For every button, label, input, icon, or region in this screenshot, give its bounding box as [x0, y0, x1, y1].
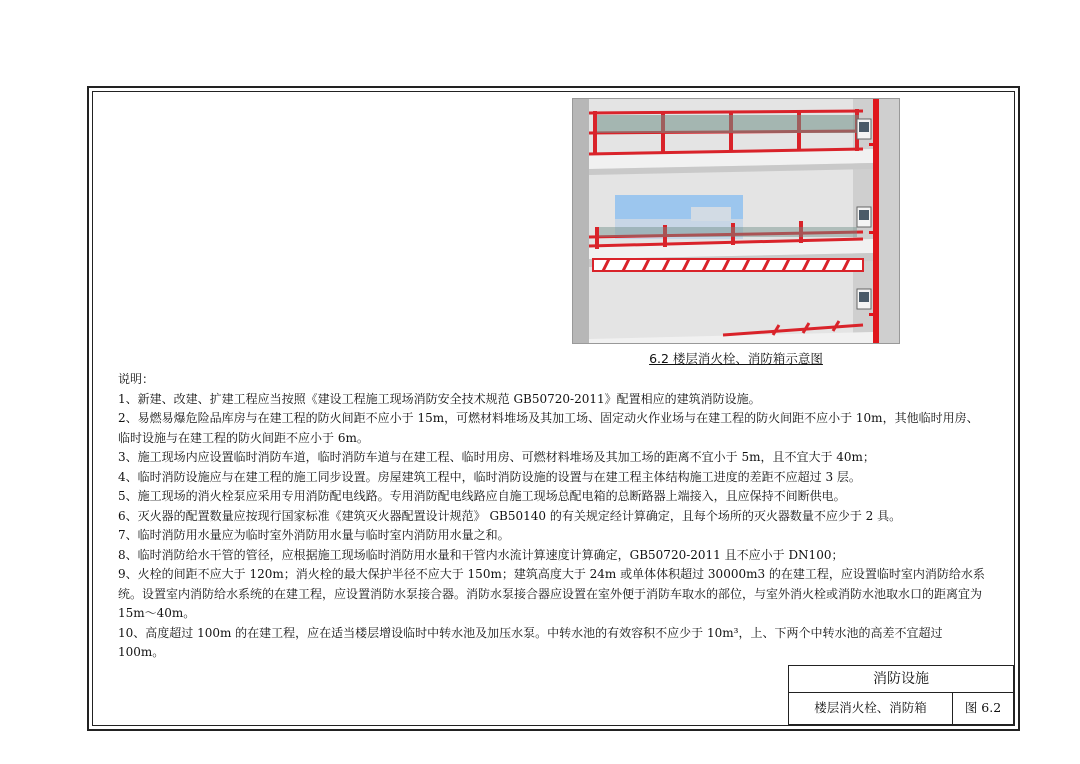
figure-number: 图 6.2 — [964, 700, 1002, 715]
note-item: 10、高度超过 100m 的在建工程，应在适当楼层增设临时中转水池及加压水泵。中转水池的有效容积不应少于 10m³，上、下两个中转水池的高差不宜超过 100m。 — [118, 625, 943, 659]
note-item: 6、灭火器的配置数量应按现行国家标准《建筑灭火器配置设计规范》 GB50140 的有关规定经计算确定，且每个场所的灭火器数量不应少于 2 具。 — [118, 508, 902, 523]
note-item: 9、火栓的间距不应大于 120m；消火栓的最大保护半径不应大于 150m；建筑高度大于 24m 或单体体积超过 30000m3 的在建工程，应设置临时室内消防给水系统。设置室内消防给水系统的在建工程，应设置消防水泵接合器。消防水泵接合器应设置在室外便于消防车取水的部位，与室外消火栓或消防水池取水口的距离宜为 15m～40m。 — [118, 567, 985, 620]
title-block — [788, 665, 1014, 725]
note-item: 3、施工现场内应设置临时消防车道，临时消防车道与在建工程、临时用房、可燃材料堆场及其加工场的距离不宜小于 5m，且不宜大于 40m； — [118, 450, 875, 464]
note-item: 1、新建、改建、扩建工程应当按照《建设工程施工现场消防安全技术规范 GB50720-2011》配置相应的建筑消防设施。 — [118, 391, 761, 406]
notes-section — [118, 370, 988, 663]
note-item: 4、临时消防设施应与在建工程的施工同步设置。房屋建筑工程中，临时消防设施的设置与在建工程主体结构施工进度的差距不应超过 3 层。 — [118, 469, 861, 484]
notes-heading: 说明： — [118, 372, 155, 386]
note-item: 2、易燃易爆危险品库房与在建工程的防火间距不应小于 15m，可燃材料堆场及其加工场、固定动火作业场与在建工程的防火间距不应小于 10m，其他临时用房、临时设施与在建工程的防火间距不应小于 6m。 — [118, 411, 979, 445]
note-item: 8、临时消防给水干管的管径，应根据施工现场临时消防用水量和干管内水流计算速度计算确定，GB50720-2011 且不应小于 DN100； — [118, 547, 844, 562]
figure-caption: 6.2 楼层消火栓、消防箱示意图 — [649, 351, 823, 366]
drawing-name: 楼层消火栓、消防箱 — [789, 693, 953, 724]
note-item: 5、施工现场的消火栓泵应采用专用消防配电线路。专用消防配电线路应自施工现场总配电箱的总断路器上端接入，且应保持不间断供电。 — [118, 489, 846, 503]
note-item: 7、临时消防用水量应为临时室外消防用水量与临时室内消防用水量之和。 — [118, 528, 510, 542]
hydrant-illustration — [572, 98, 900, 344]
section-title: 消防设施 — [789, 666, 1013, 693]
fire-riser-pipe — [873, 99, 879, 344]
